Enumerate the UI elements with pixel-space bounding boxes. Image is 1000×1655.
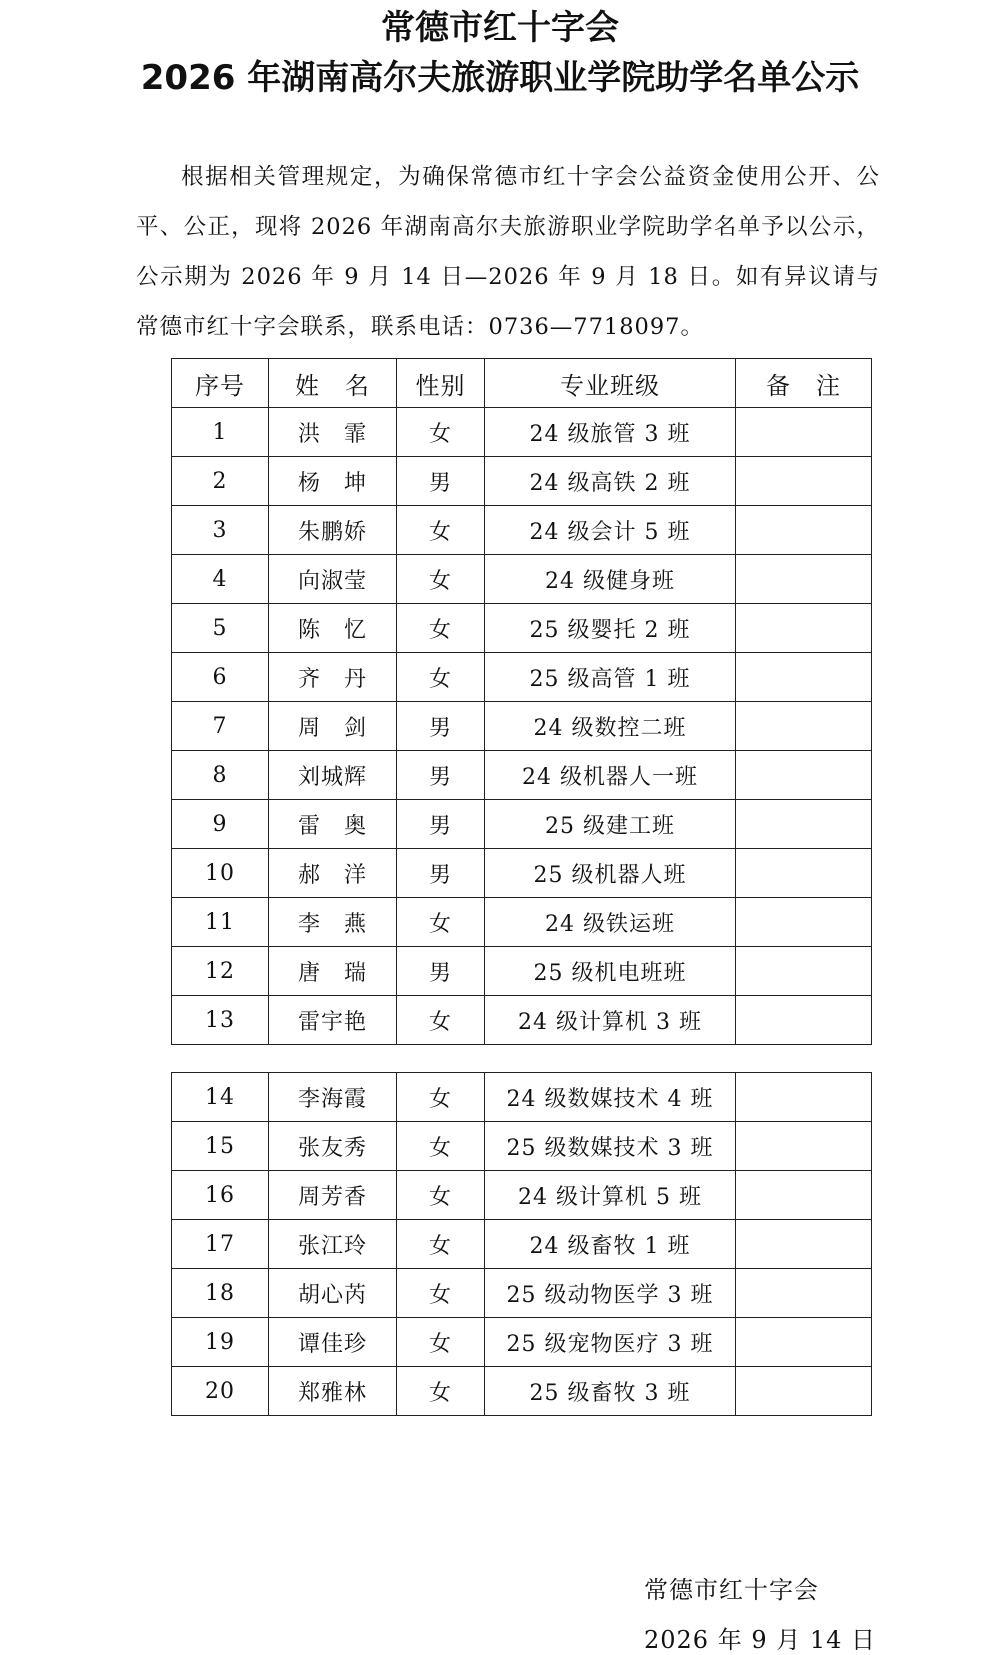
cell-name: 唐 瑞: [269, 947, 397, 996]
cell-remarks: [736, 408, 872, 457]
cell-remarks: [736, 849, 872, 898]
cell-name: 向淑莹: [269, 555, 397, 604]
header-gender: 性别: [397, 359, 485, 408]
cell-remarks: [736, 1073, 872, 1122]
cell-remarks: [736, 751, 872, 800]
cell-name: 洪 霏: [269, 408, 397, 457]
cell-gender: 男: [397, 751, 485, 800]
table-row: [172, 947, 872, 996]
cell-number: 13: [172, 996, 269, 1045]
cell-gender: 女: [397, 898, 485, 947]
cell-class: 25 级机器人班: [485, 849, 736, 898]
cell-name: 杨 坤: [269, 457, 397, 506]
cell-remarks: [736, 653, 872, 702]
cell-gender: 男: [397, 800, 485, 849]
cell-class: 25 级建工班: [485, 800, 736, 849]
signature-organization: 常德市红十字会: [644, 1576, 819, 1604]
cell-name: 朱鹏娇: [269, 506, 397, 555]
cell-name: 齐 丹: [269, 653, 397, 702]
table-row: [172, 604, 872, 653]
cell-name: 刘城辉: [269, 751, 397, 800]
cell-remarks: [736, 800, 872, 849]
cell-number: 17: [172, 1220, 269, 1269]
cell-name: 郝 洋: [269, 849, 397, 898]
cell-remarks: [736, 555, 872, 604]
cell-remarks: [736, 1269, 872, 1318]
table-row: [172, 1220, 872, 1269]
cell-name: 雷宇艳: [269, 996, 397, 1045]
cell-gender: 男: [397, 849, 485, 898]
cell-name: 周芳香: [269, 1171, 397, 1220]
cell-number: 6: [172, 653, 269, 702]
cell-gender: 女: [397, 996, 485, 1045]
cell-gender: 女: [397, 408, 485, 457]
cell-name: 李海霞: [269, 1073, 397, 1122]
cell-gender: 女: [397, 1220, 485, 1269]
header-class: 专业班级: [485, 359, 736, 408]
header-remarks: 备 注: [736, 359, 872, 408]
table-row: [172, 702, 872, 751]
cell-name: 张江玲: [269, 1220, 397, 1269]
cell-name: 陈 忆: [269, 604, 397, 653]
cell-number: 12: [172, 947, 269, 996]
title-organization: 常德市红十字会: [381, 8, 619, 48]
cell-class: 24 级机器人一班: [485, 751, 736, 800]
cell-class: 25 级宠物医疗 3 班: [485, 1318, 736, 1367]
cell-class: 24 级会计 5 班: [485, 506, 736, 555]
cell-name: 谭佳珍: [269, 1318, 397, 1367]
cell-remarks: [736, 898, 872, 947]
table-row: [172, 898, 872, 947]
cell-remarks: [736, 604, 872, 653]
cell-gender: 女: [397, 1367, 485, 1416]
cell-number: 20: [172, 1367, 269, 1416]
cell-name: 李 燕: [269, 898, 397, 947]
cell-class: 24 级旅管 3 班: [485, 408, 736, 457]
cell-class: 24 级健身班: [485, 555, 736, 604]
cell-remarks: [736, 1220, 872, 1269]
cell-number: 9: [172, 800, 269, 849]
cell-gender: 女: [397, 653, 485, 702]
cell-number: 7: [172, 702, 269, 751]
cell-class: 25 级动物医学 3 班: [485, 1269, 736, 1318]
cell-remarks: [736, 1171, 872, 1220]
cell-gender: 女: [397, 1122, 485, 1171]
table-row: [172, 1171, 872, 1220]
cell-class: 25 级数媒技术 3 班: [485, 1122, 736, 1171]
cell-remarks: [736, 1122, 872, 1171]
cell-remarks: [736, 996, 872, 1045]
cell-class: 25 级婴托 2 班: [485, 604, 736, 653]
cell-gender: 女: [397, 1318, 485, 1367]
cell-number: 10: [172, 849, 269, 898]
table-row: [172, 1367, 872, 1416]
cell-remarks: [736, 947, 872, 996]
cell-number: 8: [172, 751, 269, 800]
roster-table-part2: [171, 1072, 872, 1416]
cell-class: 24 级计算机 5 班: [485, 1171, 736, 1220]
notice-paragraph: 根据相关管理规定，为确保常德市红十字会公益资金使用公开、公平、公正，现将 2026 年湖南高尔夫旅游职业学院助学名单予以公示，公示期为 2026 年 9 月 14 日—2026 年 9 月 18 日。如有异议请与常德市红十字会联系，联系电话：0736—7718097。: [136, 164, 880, 340]
table-row: [172, 1122, 872, 1171]
cell-number: 1: [172, 408, 269, 457]
cell-class: 25 级机电班班: [485, 947, 736, 996]
table-row: [172, 1073, 872, 1122]
cell-class: 24 级铁运班: [485, 898, 736, 947]
cell-name: 郑雅林: [269, 1367, 397, 1416]
cell-class: 24 级计算机 3 班: [485, 996, 736, 1045]
cell-gender: 女: [397, 1269, 485, 1318]
table-row: [172, 1318, 872, 1367]
cell-number: 4: [172, 555, 269, 604]
cell-class: 24 级数控二班: [485, 702, 736, 751]
title-notice: 2026 年湖南高尔夫旅游职业学院助学名单公示: [140, 58, 860, 98]
table-row: [172, 408, 872, 457]
table-header-row: [172, 359, 872, 408]
table-row: [172, 653, 872, 702]
cell-class: 25 级高管 1 班: [485, 653, 736, 702]
cell-gender: 男: [397, 947, 485, 996]
table-row: [172, 996, 872, 1045]
cell-remarks: [736, 1318, 872, 1367]
cell-class: 24 级数媒技术 4 班: [485, 1073, 736, 1122]
cell-class: 24 级高铁 2 班: [485, 457, 736, 506]
cell-remarks: [736, 1367, 872, 1416]
cell-number: 2: [172, 457, 269, 506]
signature-date: 2026 年 9 月 14 日: [644, 1626, 877, 1654]
cell-gender: 女: [397, 506, 485, 555]
cell-class: 24 级畜牧 1 班: [485, 1220, 736, 1269]
cell-name: 雷 奥: [269, 800, 397, 849]
cell-name: 胡心芮: [269, 1269, 397, 1318]
table-row: [172, 800, 872, 849]
roster-body-part2: [172, 1073, 872, 1416]
table-row: [172, 849, 872, 898]
cell-remarks: [736, 702, 872, 751]
cell-gender: 女: [397, 555, 485, 604]
table-row: [172, 751, 872, 800]
cell-gender: 女: [397, 604, 485, 653]
cell-name: 周 剑: [269, 702, 397, 751]
cell-number: 19: [172, 1318, 269, 1367]
cell-number: 5: [172, 604, 269, 653]
cell-number: 15: [172, 1122, 269, 1171]
cell-gender: 男: [397, 702, 485, 751]
table-row: [172, 506, 872, 555]
cell-number: 18: [172, 1269, 269, 1318]
table-row: [172, 457, 872, 506]
cell-number: 14: [172, 1073, 269, 1122]
roster-table-part1: [171, 358, 872, 1045]
cell-gender: 女: [397, 1171, 485, 1220]
cell-name: 张友秀: [269, 1122, 397, 1171]
cell-number: 16: [172, 1171, 269, 1220]
header-name: 姓 名: [269, 359, 397, 408]
table-row: [172, 1269, 872, 1318]
roster-body-part1: [172, 408, 872, 1045]
cell-remarks: [736, 506, 872, 555]
table-row: [172, 555, 872, 604]
cell-gender: 男: [397, 457, 485, 506]
cell-remarks: [736, 457, 872, 506]
header-number: 序号: [172, 359, 269, 408]
cell-class: 25 级畜牧 3 班: [485, 1367, 736, 1416]
cell-number: 3: [172, 506, 269, 555]
cell-gender: 女: [397, 1073, 485, 1122]
cell-number: 11: [172, 898, 269, 947]
